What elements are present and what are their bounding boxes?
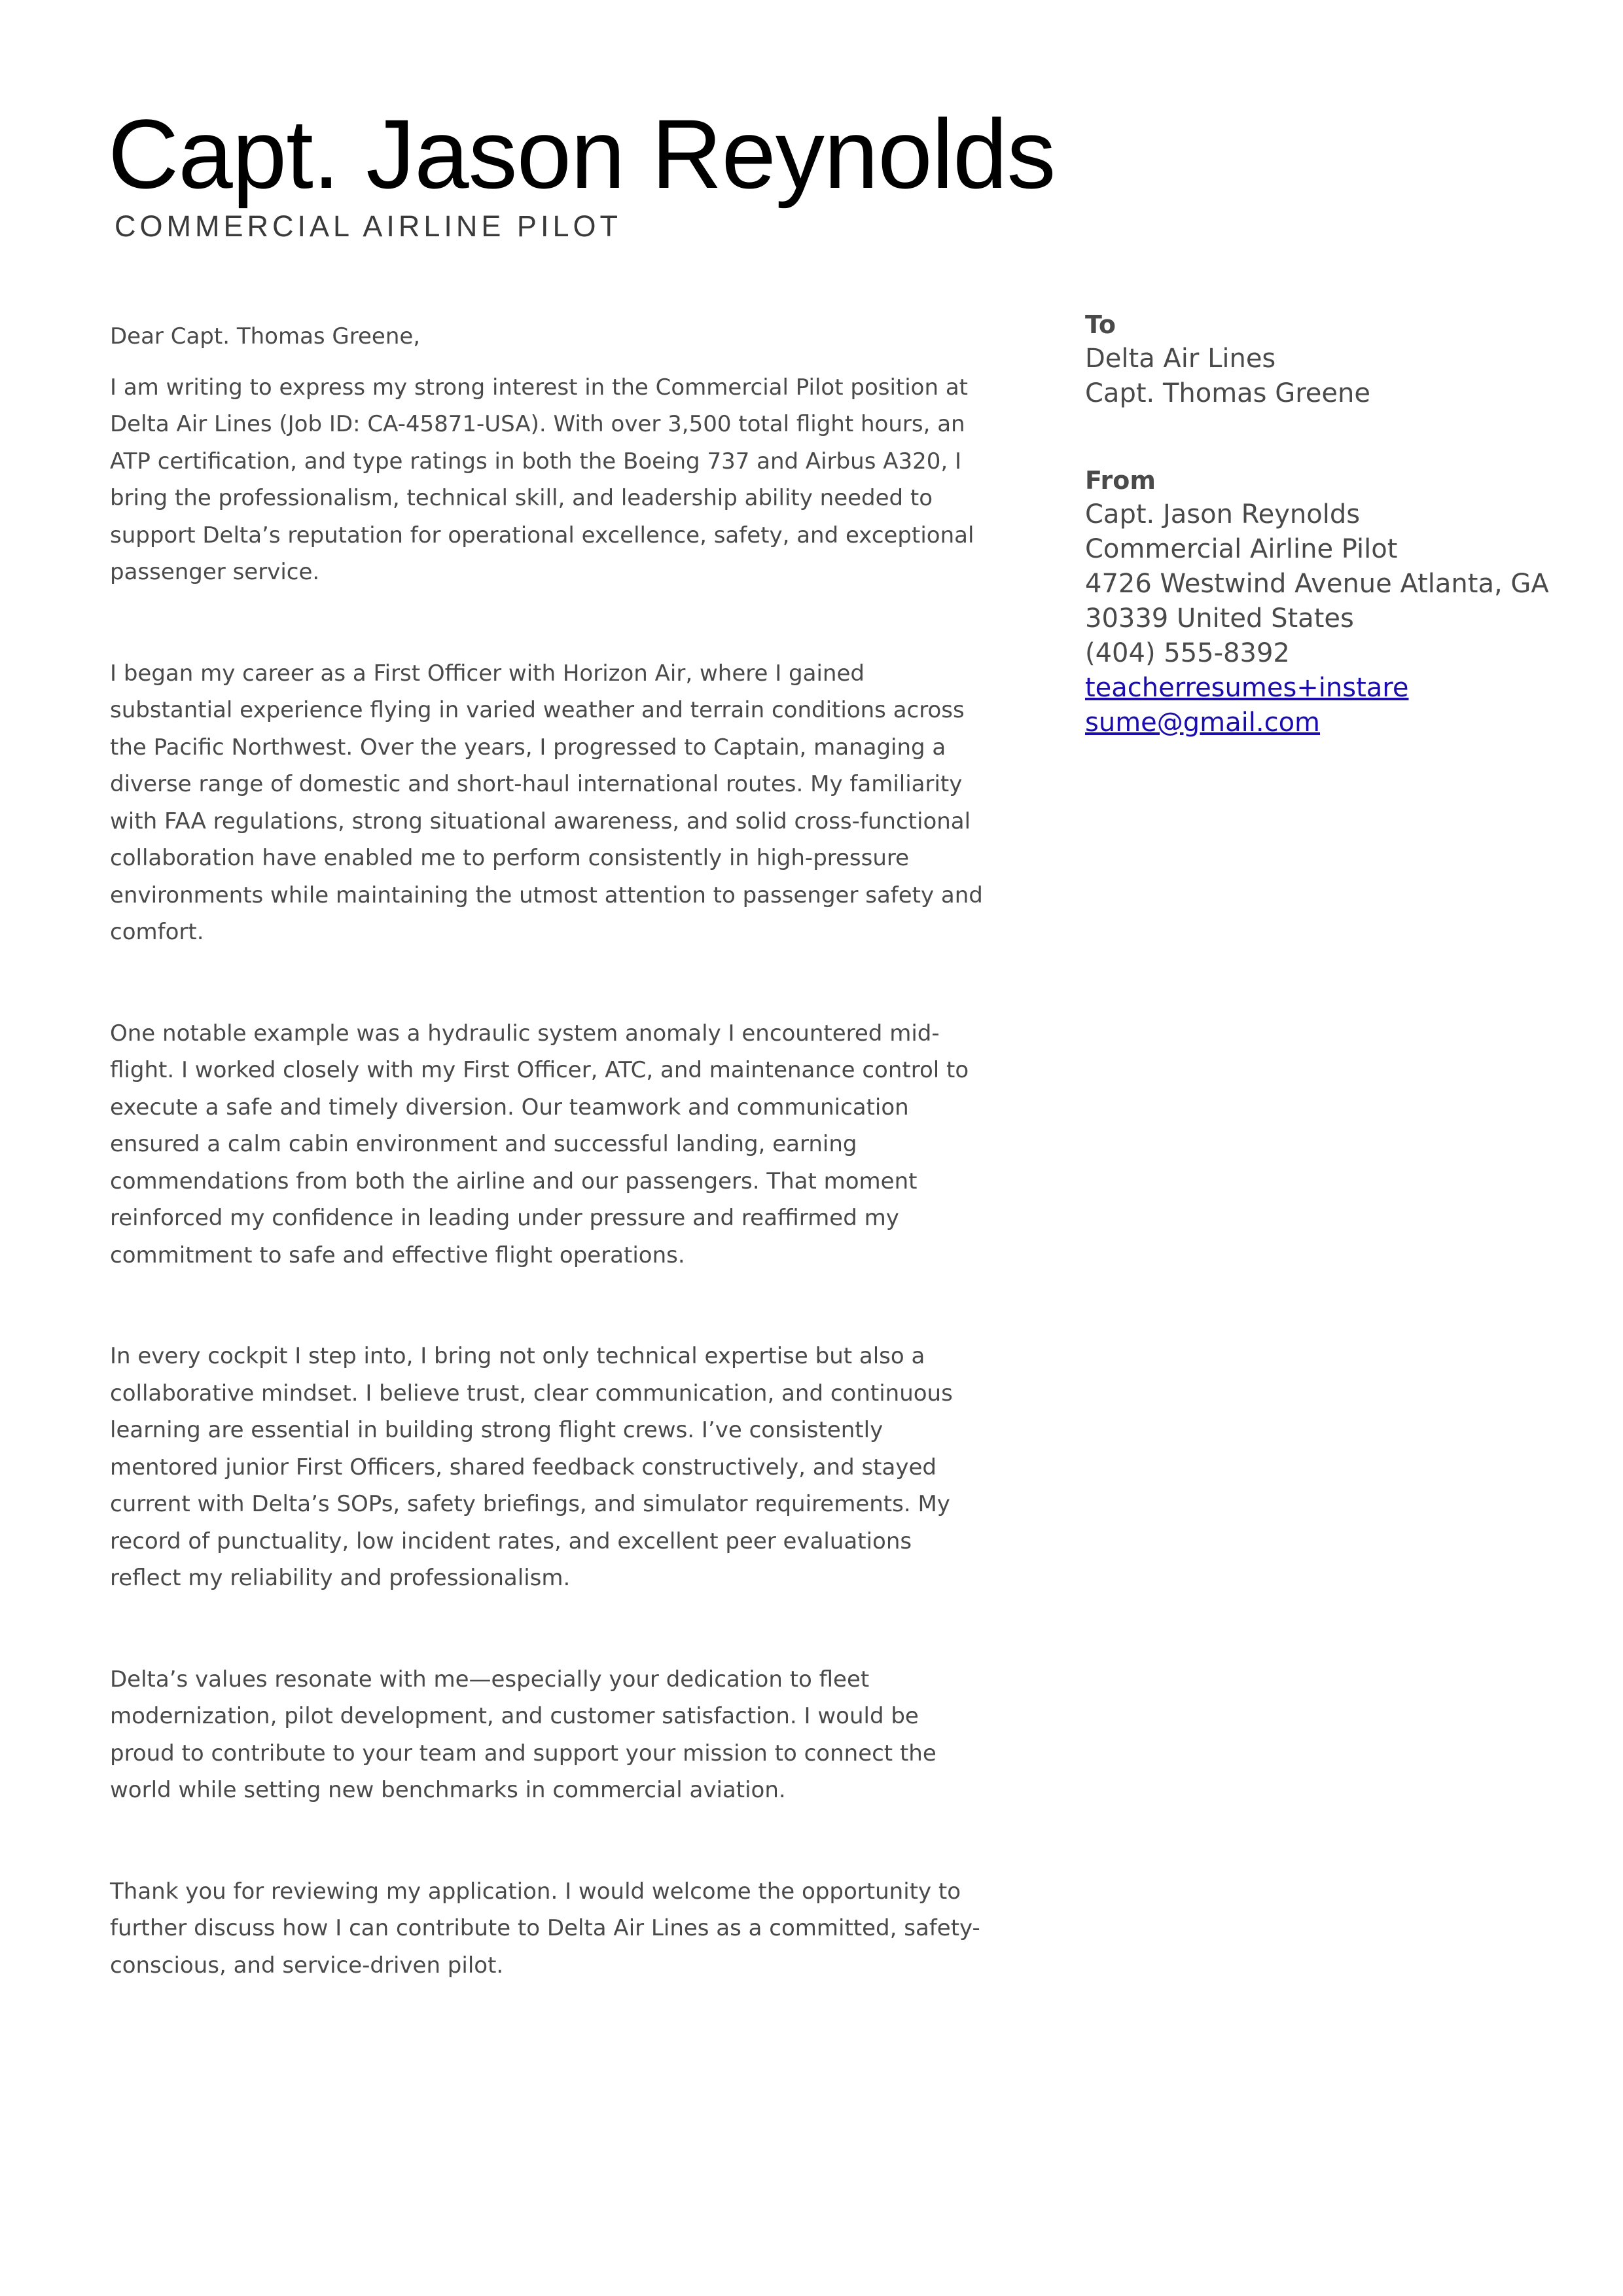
sender-name-heading: Capt. Jason Reynolds — [108, 99, 1056, 209]
to-heading: To — [1085, 310, 1116, 339]
paragraph-experience: I began my career as a First Officer with Horizon Air, where I gained substantial experience flying in varied weather and terrain conditions across the Pacific Northwest. Over the years, I progressed to Captain, managing a diverse range of domestic and short-haul international routes. My familiarity with FAA regulations, strong situational awareness, and solid cross-functional collaboration have enabled me to perform consistently in high-pressure environments while maintaining the utmost attention to passenger safety and comfort. — [110, 660, 983, 945]
letter-body — [110, 318, 987, 1984]
sender-address-line2: 30339 United States — [1085, 603, 1354, 634]
recipient-company: Delta Air Lines — [1085, 344, 1276, 374]
sender-role: Commercial Airline Pilot — [1085, 534, 1398, 564]
paragraph-intro: I am writing to express my strong interest in the Commercial Pilot position at Delta Air Lines (Job ID: CA-45871-USA). With over 3,500 total flight hours, an ATP certification, and type ratings in both the Boeing 737 and Airbus A320, I bring the professionalism, technical skill, and leadership ability needed to support Delta’s reputation for operational excellence, safety, and exceptional passenger service. — [110, 374, 974, 585]
sender-address-line1: 4726 Westwind Avenue Atlanta, GA — [1085, 569, 1549, 599]
paragraph-example: One notable example was a hydraulic system anomaly I encountered mid-flight. I worked closely with my First Officer, ATC, and maintenance control to execute a safe and timely diversion. Our teamwork and communication ensured a calm cabin environment and successful landing, earning commendations from both the airline and our passengers. That moment reinforced my confidence in leading under pressure and reaffirmed my commitment to safe and effective flight operations. — [110, 1020, 969, 1268]
sender-name: Capt. Jason Reynolds — [1085, 499, 1361, 529]
paragraph-values: Delta’s values resonate with me—especially your dedication to fleet modernization, pilot development, and customer satisfaction. I would be proud to contribute to your team and support your mission to connect the world while setting new benchmarks in commercial aviation. — [110, 1666, 936, 1803]
sender-block — [1085, 463, 1549, 740]
sender-job-title: COMMERCIAL AIRLINE PILOT — [115, 209, 622, 243]
from-heading: From — [1085, 466, 1156, 495]
letter-header — [108, 99, 1056, 243]
paragraph-closing: Thank you for reviewing my application. I would welcome the opportunity to further discuss how I can contribute to Delta Air Lines as a committed, safety-conscious, and service-driven pilot. — [110, 1878, 980, 1979]
salutation: Dear Capt. Thomas Greene, — [110, 323, 421, 350]
paragraph-leadership: In every cockpit I step into, I bring not only technical expertise but also a collaborative mindset. I believe trust, clear communication, and continuous learning are essential in building strong flight crews. I’ve consistently mentored junior First Officers, shared feedback constructively, and stayed current with Delta’s SOPs, safety briefings, and simulator requirements. My record of punctuality, low incident rates, and excellent peer evaluations reflect my reliability and professionalism. — [110, 1343, 953, 1591]
recipient-name: Capt. Thomas Greene — [1085, 378, 1370, 408]
contact-sidebar — [1085, 308, 1549, 793]
sender-email-link[interactable]: teacherresumes+instaresume@gmail.com — [1085, 673, 1409, 738]
recipient-block — [1085, 308, 1543, 411]
sender-phone: (404) 555-8392 — [1085, 638, 1290, 668]
